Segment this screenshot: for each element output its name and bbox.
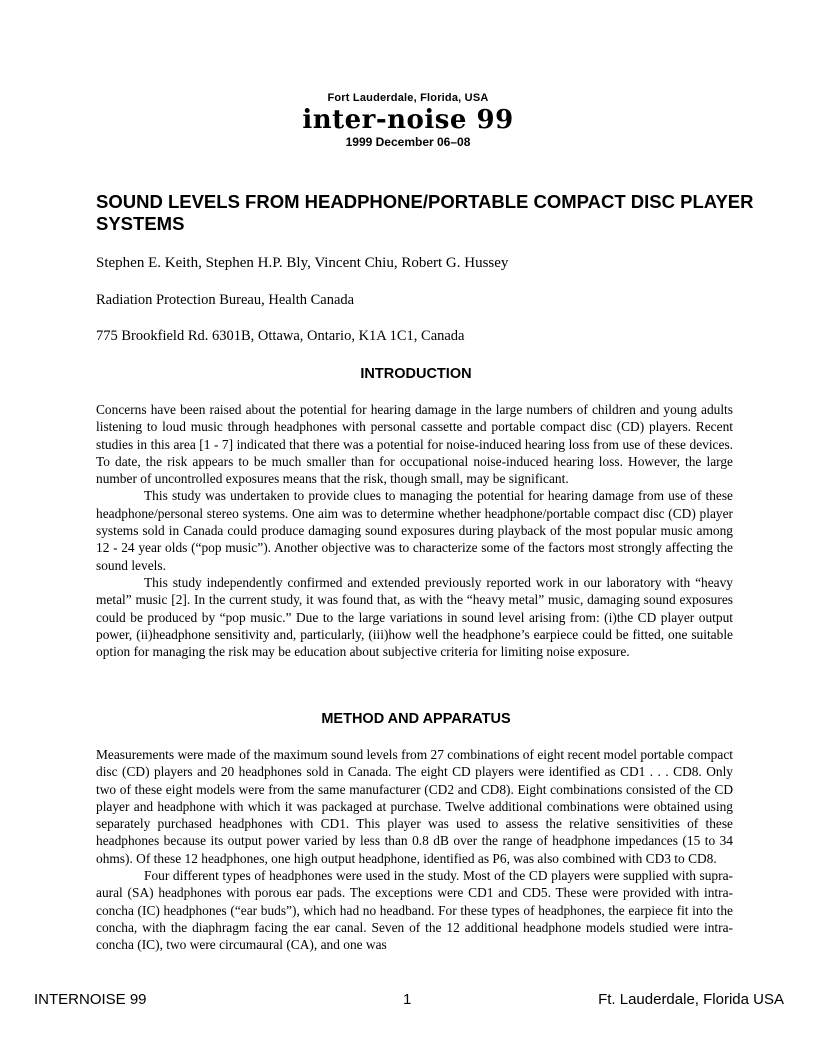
footer-conference: INTERNOISE 99 [34, 991, 147, 1008]
introduction-paragraph: This study was undertaken to provide clues to managing the potential for hearing damage from use of these headphone/personal stereo systems. One aim was to determine whether headphone/portable compact disc (CD) player systems sold in Canada could produce damaging sound exposures during playback of the most popular music among 12 - 24 year olds (“pop music”). Another objective was to characterize some of the factors most strongly affecting the sound levels. [96, 488, 733, 573]
method-paragraph: Measurements were made of the maximum sound levels from 27 combinations of eight recent model portable compact disc (CD) players and 20 headphones sold in Canada. The eight CD players were identified as CD1 . . . CD8. Only two of these eight models were from the same manufacturer (CD2 and CD8). Eight combinations consisted of the CD player and headphone with which it was packaged at purchase. Twelve additional combinations were obtained using separately purchased headphones with CD1. This player was used to assess the relative sensitivities of these headphones because its output power varied by less than 0.8 dB over the range of headphone impedances (15 to 34 ohms). Of these 12 headphones, one high output headphone, identified as P6, was also combined with CD3 to CD8. [96, 747, 733, 866]
conference-dates: 1999 December 06–08 [345, 135, 471, 149]
paper-address: 775 Brookfield Rd. 6301B, Ottawa, Ontario, K1A 1C1, Canada [96, 328, 465, 344]
introduction-heading: INTRODUCTION [360, 366, 472, 382]
conference-header [0, 92, 816, 149]
method-paragraph: Four different types of headphones were used in the study. Most of the CD players were supplied with supra-aural (SA) headphones with porous ear pads. The exceptions were CD1 and CD5. These were provided with intra-concha (IC) headphones (“ear buds”), which had no headband. For these types of headphones, the earpiece fit into the concha, with the diaphragm facing the ear canal. Seven of the 12 additional headphone models studied were intra-concha (IC), two were circumaural (CA), and one was [96, 868, 733, 953]
introduction-paragraph: This study independently confirmed and extended previously reported work in our laboratory with “heavy metal” music [2]. In the current study, it was found that, as with the “heavy metal” music, damaging sound exposures could be produced by “pop music.” Due to the large variations in sound level arising from: (i)the CD player output power, (ii)headphone sensitivity and, particularly, (iii)how well the headphone’s earpiece could be fitted, one suitable option for managing the risk may be education about subjective criteria for limiting noise exposure. [96, 574, 733, 660]
method-body [96, 746, 733, 954]
method-heading: METHOD AND APPARATUS [321, 711, 511, 727]
paper-title: SOUND LEVELS FROM HEADPHONE/PORTABLE COMPACT DISC PLAYER SYSTEMS [96, 191, 754, 234]
paper-affiliation: Radiation Protection Bureau, Health Canada [96, 292, 355, 308]
footer-page-number: 1 [403, 991, 412, 1008]
introduction-body [96, 401, 733, 660]
conference-logo: inter-noise 99 [302, 105, 514, 135]
paper-authors: Stephen E. Keith, Stephen H.P. Bly, Vincent Chiu, Robert G. Hussey [96, 255, 509, 271]
footer-location: Ft. Lauderdale, Florida USA [598, 991, 784, 1008]
conference-location: Fort Lauderdale, Florida, USA [327, 92, 489, 104]
introduction-paragraph: Concerns have been raised about the potential for hearing damage in the large numbers of children and young adults listening to loud music through headphones with personal cassette and portable compact disc (CD) players. Recent studies in this area [1 - 7] indicated that there was a potential for noise-induced hearing loss from use of these devices. To date, the risk appears to be much smaller than for occupational noise-induced hearing loss. However, the large number of uncontrolled exposures means that the risk, though small, may be significant. [96, 402, 733, 487]
